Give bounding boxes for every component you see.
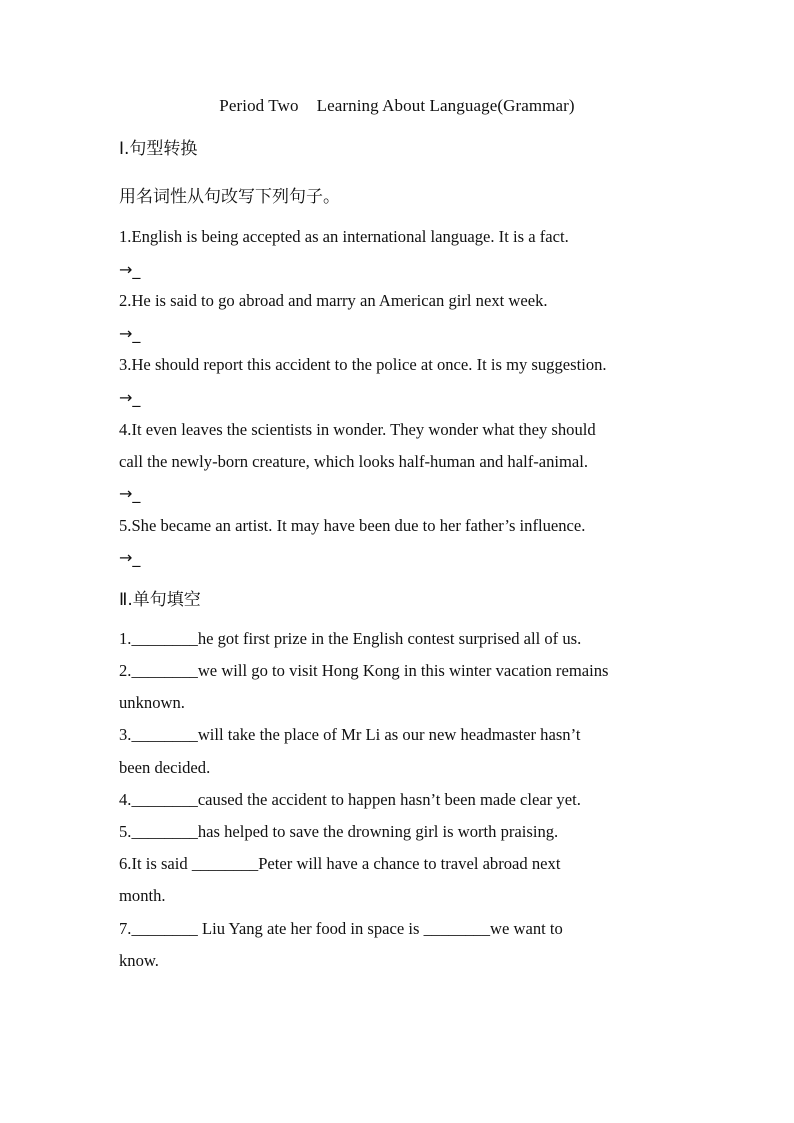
fill-item-2-line-1: 2.________we will go to visit Hong Kong in this winter vacation remains [119, 661, 609, 680]
title-period: Period Two [219, 96, 299, 115]
fill-item-7-line-1: 7.________ Liu Yang ate her food in space is ________we want to [119, 919, 563, 938]
rewrite-item-5: 5.She became an artist. It may have been due to her father’s influence. [119, 516, 586, 535]
section-1-heading: Ⅰ.句型转换 [119, 139, 198, 159]
title-topic: Learning About Language(Grammar) [316, 96, 575, 115]
section-1-instruction: 用名词性从句改写下列句子。 [119, 187, 340, 207]
answer-arrow-4: →_ [119, 484, 141, 503]
rewrite-item-3: 3.He should report this accident to the police at once. It is my suggestion. [119, 355, 607, 374]
rewrite-item-2: 2.He is said to go abroad and marry an American girl next week. [119, 291, 548, 310]
rewrite-item-4-line-2: call the newly-born creature, which looks half-human and half-animal. [119, 452, 589, 471]
fill-item-3-line-1: 3.________will take the place of Mr Li as our new headmaster hasn’t [119, 725, 581, 744]
answer-arrow-5: →_ [119, 548, 141, 567]
answer-arrow-3: →_ [119, 388, 141, 407]
fill-item-6-line-2: month. [119, 886, 166, 905]
fill-item-2-line-2: unknown. [119, 693, 185, 712]
section-2-heading: Ⅱ.单句填空 [119, 590, 201, 610]
page-title [0, 96, 794, 116]
fill-item-1: 1.________he got first prize in the English contest surprised all of us. [119, 629, 582, 648]
rewrite-item-1: 1.English is being accepted as an international language. It is a fact. [119, 227, 569, 246]
fill-item-5: 5.________has helped to save the drowning girl is worth praising. [119, 822, 559, 841]
answer-arrow-2: →_ [119, 324, 141, 343]
rewrite-item-4-line-1: 4.It even leaves the scientists in wonder. They wonder what they should [119, 420, 596, 439]
fill-item-4: 4.________caused the accident to happen hasn’t been made clear yet. [119, 790, 581, 809]
fill-item-6-line-1: 6.It is said ________Peter will have a chance to travel abroad next [119, 854, 561, 873]
fill-item-7-line-2: know. [119, 951, 159, 970]
fill-item-3-line-2: been decided. [119, 758, 211, 777]
answer-arrow-1: →_ [119, 260, 141, 279]
